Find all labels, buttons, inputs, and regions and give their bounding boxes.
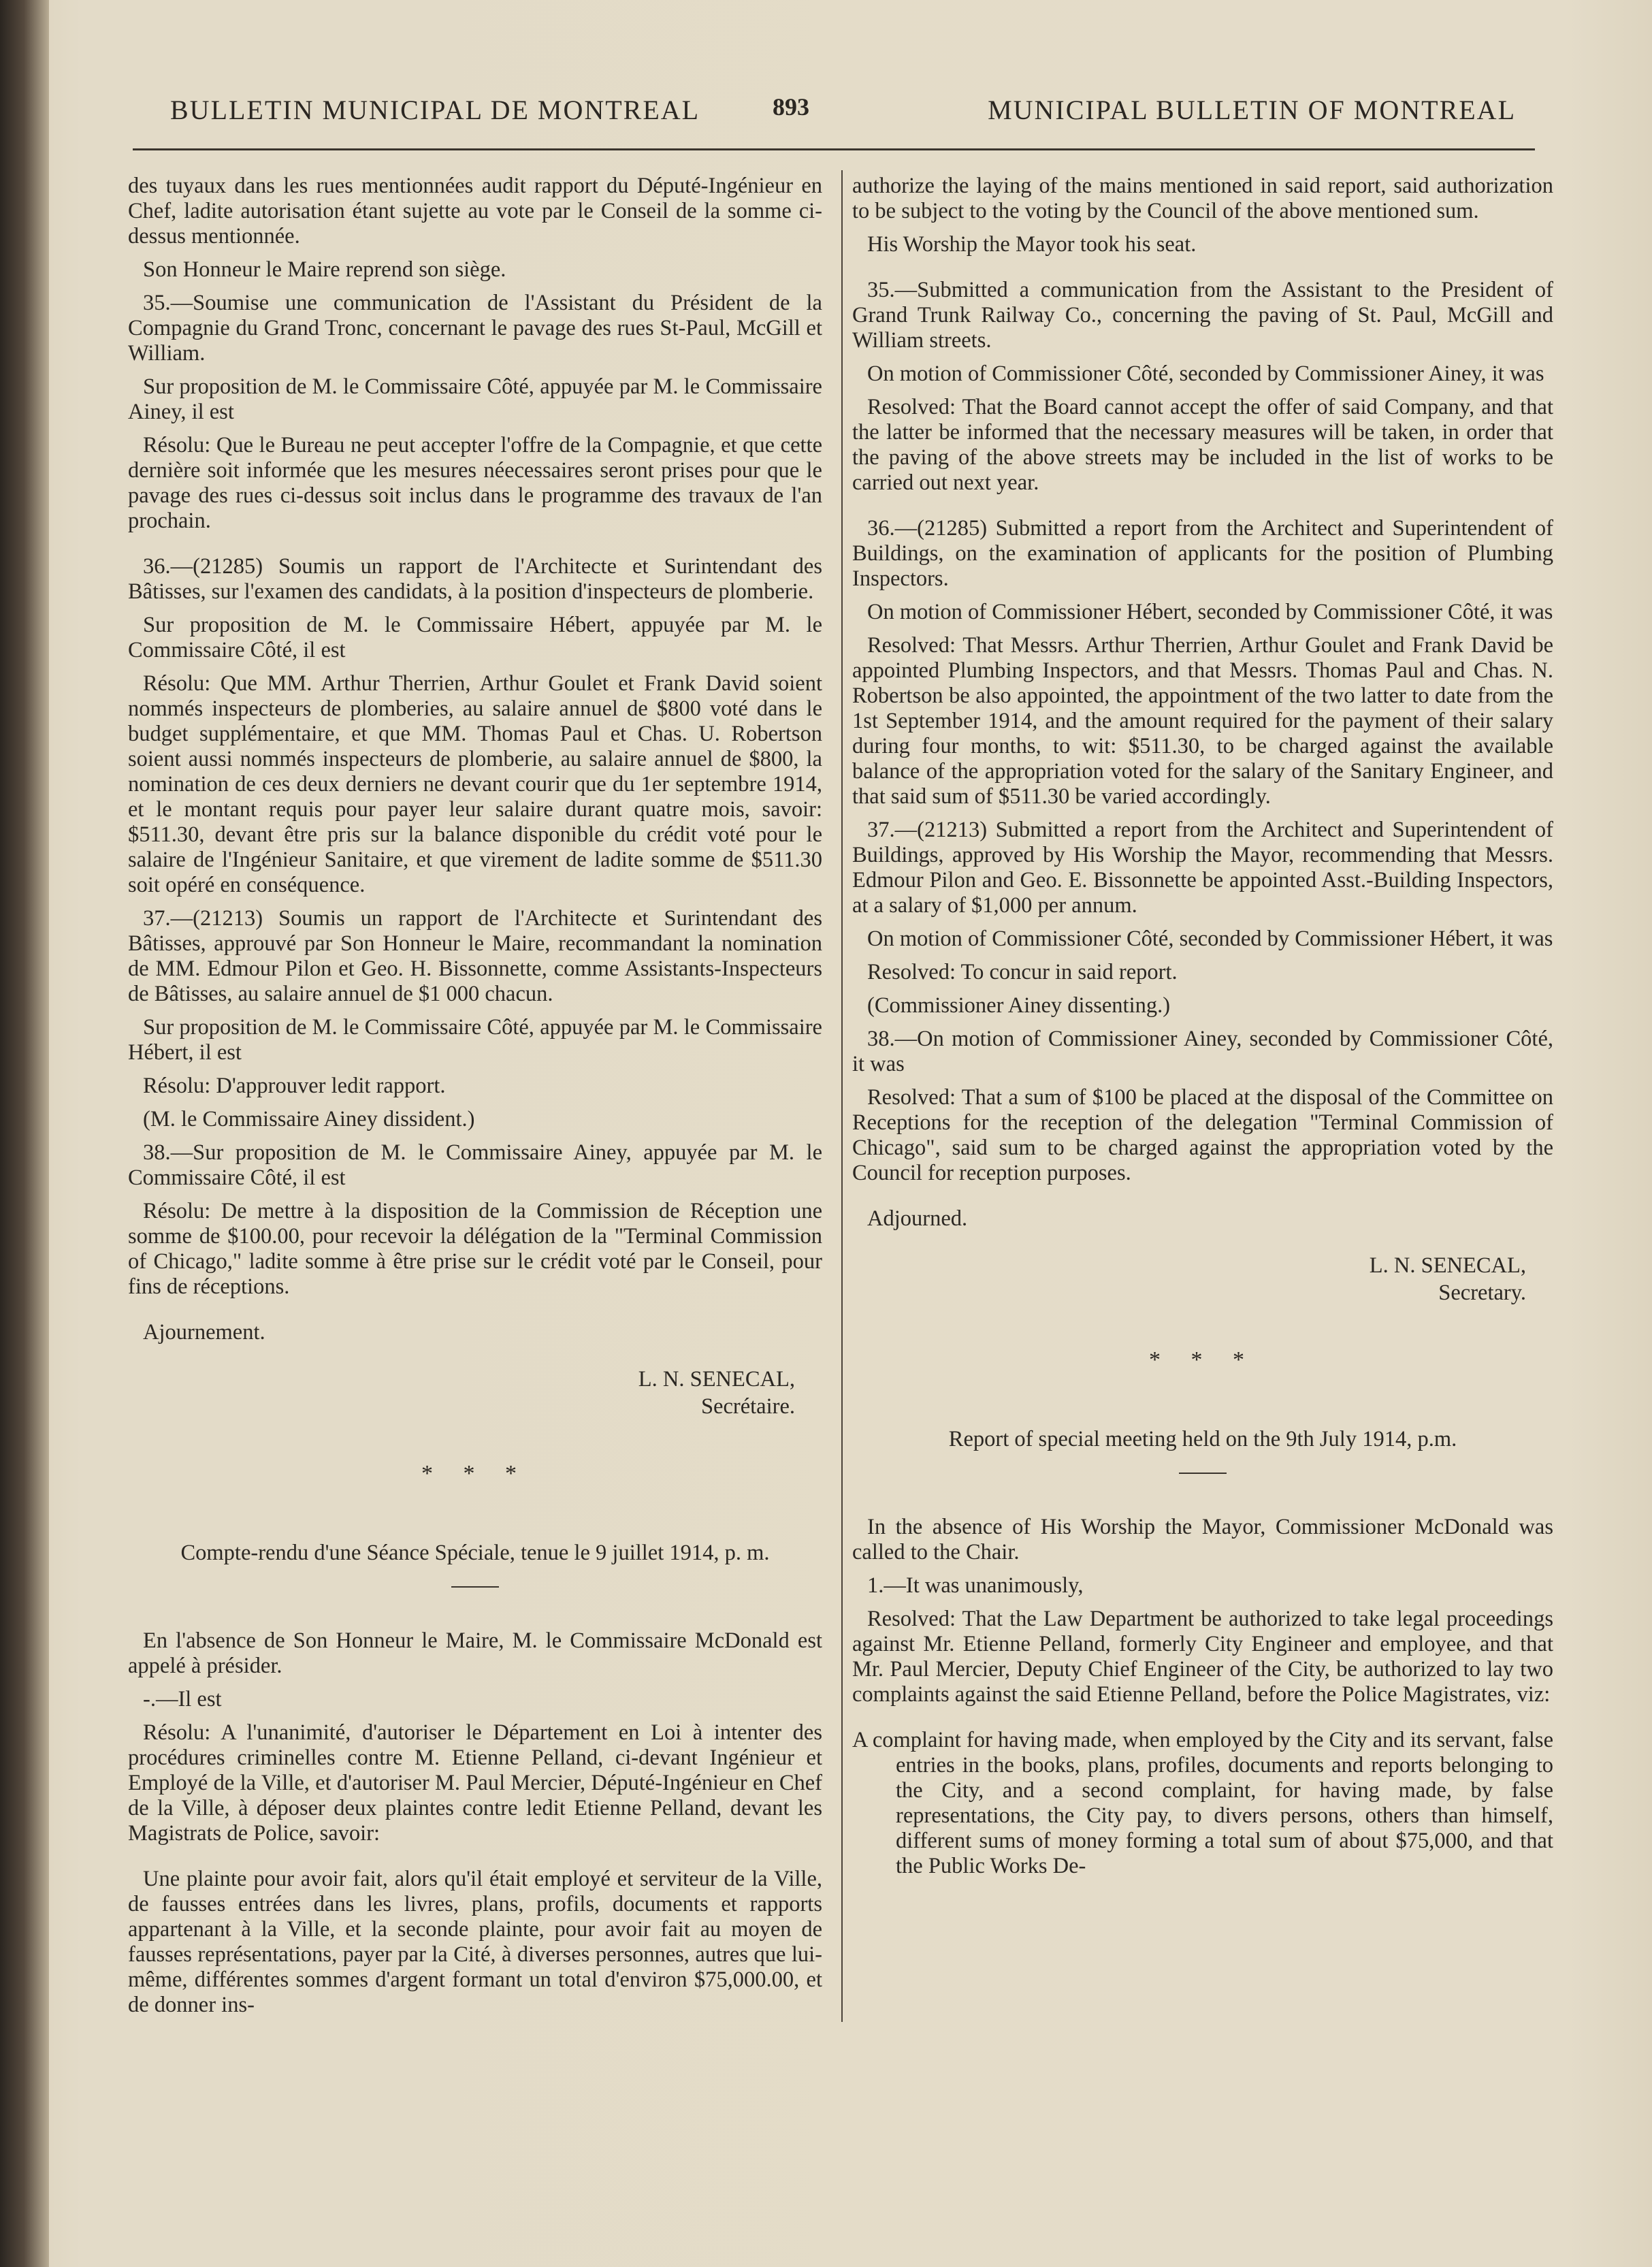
fr-report-title: Compte-rendu d'une Séance Spéciale, tenue le 9 juillet 1914, p. m. [180,1541,770,1565]
fr-short-rule [451,1586,499,1588]
en-paragraph: 1.—It was unanimously, [867,1573,1084,1598]
header-french-title: BULLETIN MUNICIPAL DE MONTREAL [170,95,700,125]
fr-resolution: Résolu: D'approuver ledit rapport. [143,1074,446,1098]
en-paragraph: authorize the laying of the mains mentioned in said report, said authorization to be subject to the voting by the Council of the above mentioned sum. [852,174,1553,223]
fr-signature [128,1366,795,1420]
en-paragraph: In the absence of His Worship the Mayor, Commissioner McDonald was called to the Chair. [852,1515,1553,1564]
en-short-rule [1179,1473,1227,1474]
en-item-38: 38.—On motion of Commissioner Ainey, seconded by Commissioner Côté, it was [852,1027,1553,1076]
en-signature-title: Secretary. [1438,1281,1526,1305]
en-dissent: (Commissioner Ainey dissenting.) [867,993,1171,1018]
fr-section-stars: * * * [421,1461,529,1486]
column-divider [841,170,843,2022]
fr-resolution: Résolu: A l'unanimité, d'autoriser le Département en Loi à intenter des procédures criminelles contre M. Etienne Pelland, ci-devant Ingénieur et Employé de la Ville, et d'autoriser M. Paul Mercier, Député-Ingénieur en Chef de la Ville, à déposer deux plaintes contre ledit Etienne Pelland, devant les Magistrats de Police, savoir: [128,1720,822,1846]
fr-signature-name: L. N. SENECAL, [638,1367,795,1392]
fr-adjournment: Ajournement. [143,1320,265,1345]
en-resolution: Resolved: To concur in said report. [867,960,1178,984]
fr-paragraph: -.—Il est [143,1687,222,1711]
fr-motion: Sur proposition de M. le Commissaire Hébert, appuyée par M. le Commissaire Côté, il est [128,613,822,662]
en-report-title: Report of special meeting held on the 9th July 1914, p.m. [948,1427,1457,1451]
fr-motion: Sur proposition de M. le Commissaire Côté, appuyée par M. le Commissaire Ainey, il est [128,374,822,424]
header-english-title: MUNICIPAL BULLETIN OF MONTREAL [988,95,1516,125]
english-column [852,174,1553,1887]
en-resolution: Resolved: That the Law Department be authorized to take legal proceedings against Mr. Etienne Pelland, formerly City Engineer and employee, and that Mr. Paul Mercier, Deputy Chief Engineer of the City, be authorized to lay two complaints against the said Etienne Pelland, before the Police Magistrates, viz: [852,1607,1553,1707]
en-item-35: 35.—Submitted a communication from the Assistant to the President of Grand Trunk Railway Co., concerning the paving of St. Paul, McGill and William streets. [852,278,1553,353]
page-number: 893 [773,93,809,120]
en-motion: On motion of Commissioner Côté, seconded by Commissioner Ainey, it was [867,361,1544,386]
en-signature [852,1252,1526,1306]
fr-item-38: 38.—Sur proposition de M. le Commissaire Ainey, appuyée par M. le Commissaire Côté, il est [128,1140,822,1190]
en-section-stars: * * * [1149,1347,1257,1372]
fr-resolution: Résolu: Que MM. Arthur Therrien, Arthur Goulet et Frank David soient nommés inspecteurs de plomberies, au salaire annuel de $800 voté dans le budget supplémentaire, et que MM. Thomas Paul et Chas. U. Robertson soient aussi nommés inspecteurs de plomberie, au salaire annuel de $800, la nomination de ces deux derniers ne devant courir que du 1er septembre 1914, et le montant requis pour payer leur salaire durant quatre mois, savoir: $511.30, devant être pris sur la balance disponible du crédit voté pour le salaire de l'Ingénieur Sanitaire, et que virement de ladite somme de $511.30 soit opéré en conséquence. [128,671,822,897]
en-paragraph: His Worship the Mayor took his seat. [867,232,1197,257]
fr-paragraph: Son Honneur le Maire reprend son siège. [143,257,506,282]
fr-signature-title: Secrétaire. [700,1394,795,1419]
fr-item-35: 35.—Soumise une communication de l'Assistant du Président de la Compagnie du Grand Tronc, concernant le pavage des rues St-Paul, McGill et William. [128,291,822,366]
en-item-36: 36.—(21285) Submitted a report from the Architect and Superintendent of Buildings, on the examination of applicants for the position of Plumbing Inspectors. [852,516,1553,591]
fr-dissent: (M. le Commissaire Ainey dissident.) [143,1107,475,1131]
fr-motion: Sur proposition de M. le Commissaire Côté, appuyée par M. le Commissaire Hébert, il est [128,1015,822,1065]
en-motion: On motion of Commissioner Hébert, seconded by Commissioner Côté, it was [867,600,1553,624]
en-signature-name: L. N. SENECAL, [1369,1253,1526,1278]
page-header [170,94,1516,142]
en-adjournment: Adjourned. [867,1206,968,1231]
en-motion: On motion of Commissioner Côté, seconded by Commissioner Hébert, it was [867,927,1553,951]
en-resolution: Resolved: That a sum of $100 be placed at the disposal of the Committee on Receptions for the reception of the delegation "Terminal Commission of Chicago", said sum to be charged against the appropriation voted by the Council for reception purposes. [852,1085,1553,1185]
french-column [128,174,822,2026]
fr-resolution: Résolu: Que le Bureau ne peut accepter l'offre de la Compagnie, et que cette dernière soit informée que les mesures néecessaires seront prises pour que le pavage des rues ci-dessus soit inclus dans le programme des travaux de l'an prochain. [128,433,822,533]
fr-item-36: 36.—(21285) Soumis un rapport de l'Architecte et Surintendant des Bâtisses, sur l'examen des candidats, à la position d'inspecteurs de plomberie. [128,554,822,604]
fr-item-37: 37.—(21213) Soumis un rapport de l'Architecte et Surintendant des Bâtisses, approuvé par Son Honneur le Maire, recommandant la nomination de MM. Edmour Pilon et Geo. H. Bissonnette, comme Assistants-Inspecteurs de Bâtisses, au salaire annuel de $1 000 chacun. [128,906,822,1006]
fr-paragraph: des tuyaux dans les rues mentionnées audit rapport du Député-Ingénieur en Chef, ladite autorisation étant sujette au vote par le Conseil de la somme ci-dessus mentionnée. [128,174,822,248]
fr-complaint: Une plainte pour avoir fait, alors qu'il était employé et serviteur de la Ville, de fausses entrées dans les livres, plans, profils, documents et rapports appartenant à la Ville, et la seconde plainte, pour avoir fait au moyen de fausses représentations, payer par la Cité, à diverses personnes, autres que lui-même, différentes sommes d'argent formant un total d'environ $75,000.00, et de donner ins- [128,1867,822,2017]
header-rule [133,148,1535,150]
en-resolution: Resolved: That Messrs. Arthur Therrien, Arthur Goulet and Frank David be appointed Plumbing Inspectors, and that Messrs. Thomas Paul and Chas. N. Robertson be also appointed, the appointment of the two latter to date from the 1st September 1914, and the amount required for the payment of their salary during four months, to wit: $511.30, to be charged against the available balance of the appropriation voted for the salary of the Sanitary Engineer, and that said sum of $511.30 be varied accordingly. [852,633,1553,809]
en-complaint: A complaint for having made, when employed by the City and its servant, false entries in the books, plans, profiles, documents and reports belonging to the City, and a second complaint, for having made, by false representations, the City pay, to divers persons, others than himself, different sums of money forming a total sum of about $75,000, and that the Public Works De- [852,1728,1553,1878]
book-spine-shadow [0,0,49,2267]
en-item-37: 37.—(21213) Submitted a report from the Architect and Superintendent of Buildings, approved by His Worship the Mayor, recommending that Messrs. Edmour Pilon and Geo. E. Bissonnette be appointed Asst.-Building Inspectors, at a salary of $1,000 per annum. [852,818,1553,918]
en-resolution: Resolved: That the Board cannot accept the offer of said Company, and that the latter be informed that the necessary measures will be taken, in order that the paving of the above streets may be included in the list of works to be carried out next year. [852,395,1553,495]
fr-resolution: Résolu: De mettre à la disposition de la Commission de Réception une somme de $100.00, pour recevoir la délégation de la "Terminal Commission of Chicago," ladite somme à être prise sur le crédit voté par le Conseil, pour fins de réceptions. [128,1199,822,1299]
fr-paragraph: En l'absence de Son Honneur le Maire, M. le Commissaire McDonald est appelé à présider. [128,1628,822,1678]
